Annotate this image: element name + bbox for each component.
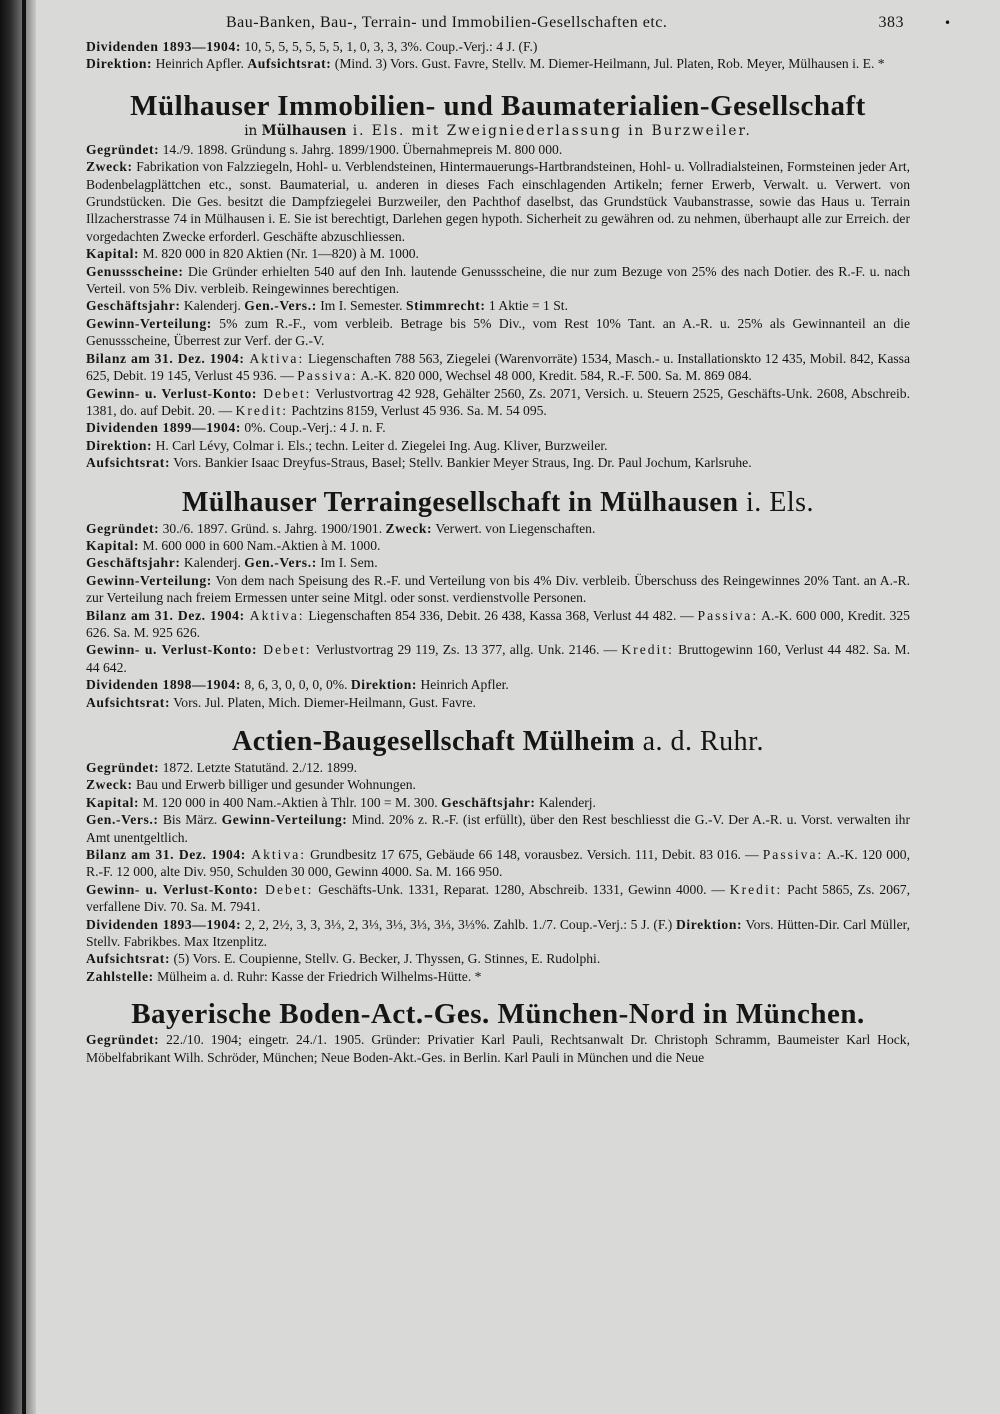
direktion-text: Vors. Hütten-Dir. Carl Müller, Stellv. Fabrikbes. Max Itzenplitz. — [86, 916, 910, 950]
guv-kredit-text: Pacht 5865, Zs. 2067, verfallene Div. 70. Sa. M. 7941. — [86, 881, 910, 915]
genvers-text: Im I. Sem. — [316, 555, 378, 571]
direktion-text: Heinrich Apfler. — [152, 56, 248, 72]
gewinn-verteilung-text: Mind. 20% z. R.-F. (ist erfüllt), über den Rest beschliesst die G.-V. Der A.-R. u. Vorst. verwalten ihr Amt unentgeltlich. — [86, 812, 910, 845]
zweck-text: Fabrikation von Falzziegeln, Hohl- u. Verblendsteinen, Hintermauerungs-Hartbrandsteinen, Hohl- u. Vollradialsteinen, Formsteinen jeder Art, Bodenbelagplättchen etc., sonst. Baumaterial, u. anderen in dieses Fach einschlagenden Artikeln; ferner Erwerb, Verwalt. u. Verwert. von Grundstücken. Die Ges. besitzt die Dampfziegelei Burzweiler, den Pachthof daselbst, das Grundstück Vaubanstrasse, sowie das Haus u. Terrain Illzacherstrasse 74 in Mülhausen i. E. Sie ist berechtigt, Darlehen gegen hypoth. Sicherheit zu gewähren od. zu nehmen, überhaupt alle zur Erreich. der vorgedachten Zwecke erforderl. Geschäfte abzuschliessen. — [86, 159, 910, 244]
corner-mark: • — [944, 16, 952, 30]
guv-debet-text: Verlustvortrag 29 119, Zs. 13 377, allg. Unk. 2146. — — [311, 642, 622, 658]
entry-gegruendet — [86, 141, 910, 158]
entry-aufsichtsrat — [86, 454, 910, 471]
zweck-label: Zweck: — [385, 520, 433, 536]
entry-gegruendet — [86, 1031, 910, 1066]
kredit-label: Kredit: — [729, 881, 783, 897]
aufsichtsrat-text: Vors. Bankier Isaac Dreyfus-Straus, Basel; Stellv. Bankier Meyer Straus, Ing. Dr. Paul Jochum, Karlsruhe. — [170, 455, 752, 471]
aufsichtsrat-text: (Mind. 3) Vors. Gust. Favre, Stellv. M. Diemer-Heilmann, Jul. Platen, Rob. Meyer, Mülhausen i. E. * — [331, 56, 885, 72]
stimmrecht-text: 1 Aktie = 1 St. — [485, 298, 568, 314]
debet-label: Debet: — [257, 385, 312, 401]
running-title: Bau-Banken, Bau-, Terrain- und Immobilien-Gesellschaften etc. — [226, 14, 668, 31]
kredit-label: Kredit: — [621, 642, 674, 658]
aufsichtsrat-text: Vors. Jul. Platen, Mich. Diemer-Heilmann, Gust. Favre. — [170, 694, 476, 710]
kapital-text: M. 120 000 in 400 Nam.-Aktien à Thlr. 100 = M. 300. — [139, 794, 442, 810]
intro-board-line — [86, 55, 910, 72]
section-title-muelhauser-terrain — [86, 486, 910, 520]
kapital-label: Kapital: — [86, 537, 140, 553]
aufsichtsrat-text: (5) Vors. E. Coupienne, Stellv. G. Becker, J. Thyssen, G. Stinnes, E. Rudolphi. — [170, 951, 601, 967]
geschaeftsjahr-text: Kalenderj. — [180, 555, 245, 571]
gegruendet-text: 30./6. 1897. Gründ. s. Jahrg. 1900/1901. — [159, 520, 386, 536]
debet-label: Debet: — [257, 642, 312, 658]
bilanz-label: Bilanz am 31. Dez. 1904: — [86, 847, 246, 863]
geschaeftsjahr-label: Geschäftsjahr: — [441, 794, 536, 810]
entry-zweck — [86, 158, 910, 245]
geschaeftsjahr-label: Geschäftsjahr: — [86, 555, 181, 571]
gewinn-verteilung-label: Gewinn-Verteilung: — [221, 812, 348, 828]
section-title-bayerische-boden: Bayerische Boden-Act.-Ges. München-Nord in München. — [131, 998, 865, 1031]
entry-kapital — [86, 245, 910, 262]
section-title-muelhauser-immobilien: Mülhauser Immobilien- und Baumaterialien-Gesellschaft — [130, 89, 866, 122]
genvers-label: Gen.-Vers.: — [244, 298, 317, 314]
passiva-label: Passiva: — [762, 847, 824, 863]
kapital-label: Kapital: — [86, 246, 140, 262]
entry-aufsichtsrat — [86, 950, 910, 967]
title-main: Mülhauser Terraingesellschaft in Mülhausen — [182, 486, 739, 518]
aktiva-label: Aktiva: — [244, 607, 305, 623]
entry-direktion — [86, 437, 910, 454]
zahlstelle-label: Zahlstelle: — [86, 968, 154, 984]
bilanz-aktiva-text: Grundbesitz 17 675, Gebäude 66 148, vorausbez. Versich. 111, Debit. 83 016. — — [306, 847, 763, 863]
entry-aufsichtsrat — [86, 694, 910, 711]
book-spine-shadow — [0, 0, 36, 1414]
dividenden-text: 0%. Coup.-Verj.: 4 J. n. F. — [240, 420, 386, 436]
genvers-text: Im I. Semester. — [316, 298, 406, 314]
bilanz-aktiva-text: Liegenschaften 788 563, Ziegelei (Warenvorräte) 1534, Masch.- u. Installationskto 12 435, Mobil. 842, Kassa 625, Debit. 19 145, Verlust 45 936. — — [86, 350, 910, 384]
zweck-text: Verwert. von Liegenschaften. — [432, 520, 596, 536]
guv-debet-text: Geschäfts-Unk. 1331, Reparat. 1280, Abschreib. 1331, Gewinn 4000. — — [313, 881, 730, 897]
genussscheine-text: Die Gründer erhielten 540 auf den Inh. lautende Genussscheine, die nur zum Bezuge von 25% des nach Dotier. des R.-F. u. nach Verteil. von 5% Div. verbleib. Reingewinnes berechtigen. — [86, 263, 910, 297]
debet-label: Debet: — [258, 881, 314, 897]
bilanz-aktiva-text: Liegenschaften 854 336, Debit. 26 438, Kassa 368, Verlust 44 482. — — [304, 607, 698, 623]
geschaeftsjahr-text: Kalenderj. — [180, 298, 245, 314]
aufsichtsrat-label: Aufsichtsrat: — [86, 951, 171, 967]
bilanz-passiva-text: A.-K. 120 000, R.-F. 12 000, alte Div. 950, Schulden 30 000, Gewinn 4000. Sa. M. 166 950. — [86, 847, 910, 880]
bilanz-label: Bilanz am 31. Dez. 1904: — [86, 350, 245, 366]
intro-dividends-line — [86, 38, 910, 55]
bilanz-passiva-text: A.-K. 820 000, Wechsel 48 000, Kredit. 584, R.-F. 500. Sa. M. 869 084. — [357, 368, 752, 384]
title-suffix: a. d. Ruhr. — [635, 726, 764, 757]
entry-guv — [86, 881, 910, 916]
title-suffix: i. Els. — [738, 486, 814, 518]
direktion-label: Direktion: — [86, 437, 153, 453]
bilanz-label: Bilanz am 31. Dez. 1904: — [86, 607, 245, 623]
section-subtitle — [86, 123, 910, 140]
zweck-label: Zweck: — [86, 159, 133, 175]
dividends-label: Dividenden 1893—1904: — [86, 39, 241, 54]
gegruendet-label: Gegründet: — [86, 760, 160, 775]
genussscheine-label: Genussscheine: — [86, 263, 184, 279]
guv-label: Gewinn- u. Verlust-Konto: — [86, 642, 258, 658]
entry-kapital — [86, 537, 910, 554]
dividends-text: 10, 5, 5, 5, 5, 5, 5, 1, 0, 3, 3, 3%. Coup.-Verj.: 4 J. (F.) — [240, 39, 538, 54]
dividenden-text: 2, 2, 2½, 3, 3, 3⅓, 2, 3⅓, 3⅓, 3⅓, 3⅓, 3⅓%. Zahlb. 1./7. Coup.-Verj.: 5 J. (F.) — [241, 916, 676, 932]
stimmrecht-label: Stimmrecht: — [405, 298, 486, 314]
entry-dividenden — [86, 676, 910, 693]
guv-label: Gewinn- u. Verlust-Konto: — [86, 881, 259, 897]
entry-geschaeftsjahr — [86, 297, 910, 314]
direktion-label: Direktion: — [675, 916, 743, 932]
dividenden-label: Dividenden 1898—1904: — [86, 677, 241, 693]
direktion-label: Direktion: — [350, 677, 418, 693]
entry-guv — [86, 385, 910, 420]
entry-bilanz — [86, 846, 910, 881]
subtitle-pre: in — [244, 122, 262, 139]
zahlstelle-text: Mülheim a. d. Ruhr: Kasse der Friedrich Wilhelms-Hütte. * — [153, 968, 482, 984]
zweck-text: Bau und Erwerb billiger und gesunder Wohnungen. — [132, 777, 416, 793]
direktion-label: Direktion: — [86, 56, 153, 72]
gewinn-verteilung-label: Gewinn-Verteilung: — [86, 572, 212, 588]
dividenden-label: Dividenden 1899—1904: — [86, 420, 241, 436]
kapital-text: M. 820 000 in 820 Aktien (Nr. 1—820) à M. 1000. — [139, 246, 419, 262]
passiva-label: Passiva: — [297, 368, 358, 384]
gewinn-verteilung-label: Gewinn-Verteilung: — [86, 315, 212, 331]
genvers-label: Gen.-Vers.: — [244, 555, 317, 571]
aufsichtsrat-label: Aufsichtsrat: — [86, 694, 171, 710]
bilanz-passiva-text: A.-K. 600 000, Kredit. 325 626. Sa. M. 925 626. — [86, 607, 910, 640]
running-head — [86, 10, 910, 38]
dividenden-text: 8, 6, 3, 0, 0, 0, 0%. — [240, 677, 351, 693]
guv-debet-text: Verlustvortrag 42 928, Gehälter 2560, Zs. 2071, Versich. u. Steuern 2525, Geschäfts-Unk. 2608, Abschreib. 1381, do. auf Debit. 20. — — [86, 385, 910, 418]
book-gutter-line — [22, 0, 26, 1414]
gewinn-verteilung-text: 5% zum R.-F., vom verbleib. Betrage bis 5% Div., vom Rest 10% Tant. an A.-R. u. 25% als Gewinnanteil an die Genussscheine, Überrest zur Verf. der G.-V. — [86, 315, 910, 349]
direktion-text: Heinrich Apfler. — [417, 677, 509, 693]
entry-zahlstelle — [86, 968, 910, 985]
genvers-text: Bis März. — [158, 812, 222, 828]
entry-dividenden — [86, 916, 910, 951]
entry-genussscheine — [86, 263, 910, 298]
entry-kapital — [86, 794, 910, 811]
subtitle-post: i. Els. mit Zweigniederlassung in Burzweiler. — [346, 122, 752, 139]
gegruendet-label: Gegründet: — [86, 141, 160, 157]
subtitle-place: Mülhausen — [261, 122, 347, 139]
geschaeftsjahr-label: Geschäftsjahr: — [86, 298, 181, 314]
kapital-label: Kapital: — [86, 794, 140, 810]
gegruendet-text: 22./10. 1904; eingetr. 24./1. 1905. Gründer: Privatier Karl Pauli, Rechtsanwalt Dr. Christoph Schramm, Baumeister Karl Hock, Möbelfabrikant Wilh. Schröder, München; Neue Boden-Akt.-Ges. in Berlin. Karl Pauli in München und die Neue — [86, 1032, 910, 1065]
zweck-label: Zweck: — [86, 777, 133, 793]
gegruendet-label: Gegründet: — [86, 1032, 160, 1048]
gegruendet-text: 1872. Letzte Statutänd. 2./12. 1899. — [159, 760, 358, 775]
guv-kredit-text: Bruttogewinn 160, Verlust 44 482. Sa. M. 44 642. — [86, 642, 910, 675]
entry-bilanz — [86, 350, 910, 385]
entry-gewinn-verteilung — [86, 315, 910, 350]
geschaeftsjahr-text: Kalenderj. — [535, 794, 596, 810]
aktiva-label: Aktiva: — [244, 350, 305, 366]
guv-label: Gewinn- u. Verlust-Konto: — [86, 385, 258, 401]
genvers-label: Gen.-Vers.: — [86, 812, 159, 828]
passiva-label: Passiva: — [697, 607, 759, 623]
gewinn-verteilung-text: Von dem nach Speisung des R.-F. und Verteilung von bis 4% Div. verbleib. Überschuss des Reingewinnes 20% Tant. an A.-R. zur Verteilung nach freiem Ermessen unter seine Mitgl. oder sonst. verdienstvolle Personen. — [86, 572, 910, 606]
entry-gegruendet — [86, 759, 910, 776]
entry-geschaeftsjahr — [86, 554, 910, 571]
gegruendet-label: Gegründet: — [86, 520, 160, 536]
section-title-actien-baugesellschaft — [86, 725, 910, 759]
dividenden-label: Dividenden 1893—1904: — [86, 916, 242, 932]
entry-gegruendet — [86, 520, 910, 537]
page-number: 383 — [878, 14, 904, 31]
gegruendet-text: 14./9. 1898. Gründung s. Jahrg. 1899/1900. Übernahmepreis M. 800 000. — [159, 141, 563, 157]
direktion-text: H. Carl Lévy, Colmar i. Els.; techn. Leiter d. Ziegelei Ing. Aug. Kliver, Burzweiler. — [152, 437, 608, 453]
document-page — [86, 10, 910, 1405]
entry-gewinn-verteilung — [86, 572, 910, 607]
entry-guv — [86, 641, 910, 676]
kapital-text: M. 600 000 in 600 Nam.-Aktien à M. 1000. — [139, 537, 381, 553]
entry-genvers — [86, 811, 910, 846]
guv-kredit-text: Pachtzins 8159, Verlust 45 936. Sa. M. 54 095. — [288, 402, 547, 418]
kredit-label: Kredit: — [235, 402, 289, 418]
aktiva-label: Aktiva: — [245, 847, 307, 863]
entry-bilanz — [86, 607, 910, 642]
aufsichtsrat-label: Aufsichtsrat: — [247, 56, 332, 72]
aufsichtsrat-label: Aufsichtsrat: — [86, 455, 171, 471]
entry-dividenden — [86, 419, 910, 436]
entry-zweck — [86, 776, 910, 793]
title-main: Actien-Baugesellschaft Mülheim — [232, 726, 636, 757]
